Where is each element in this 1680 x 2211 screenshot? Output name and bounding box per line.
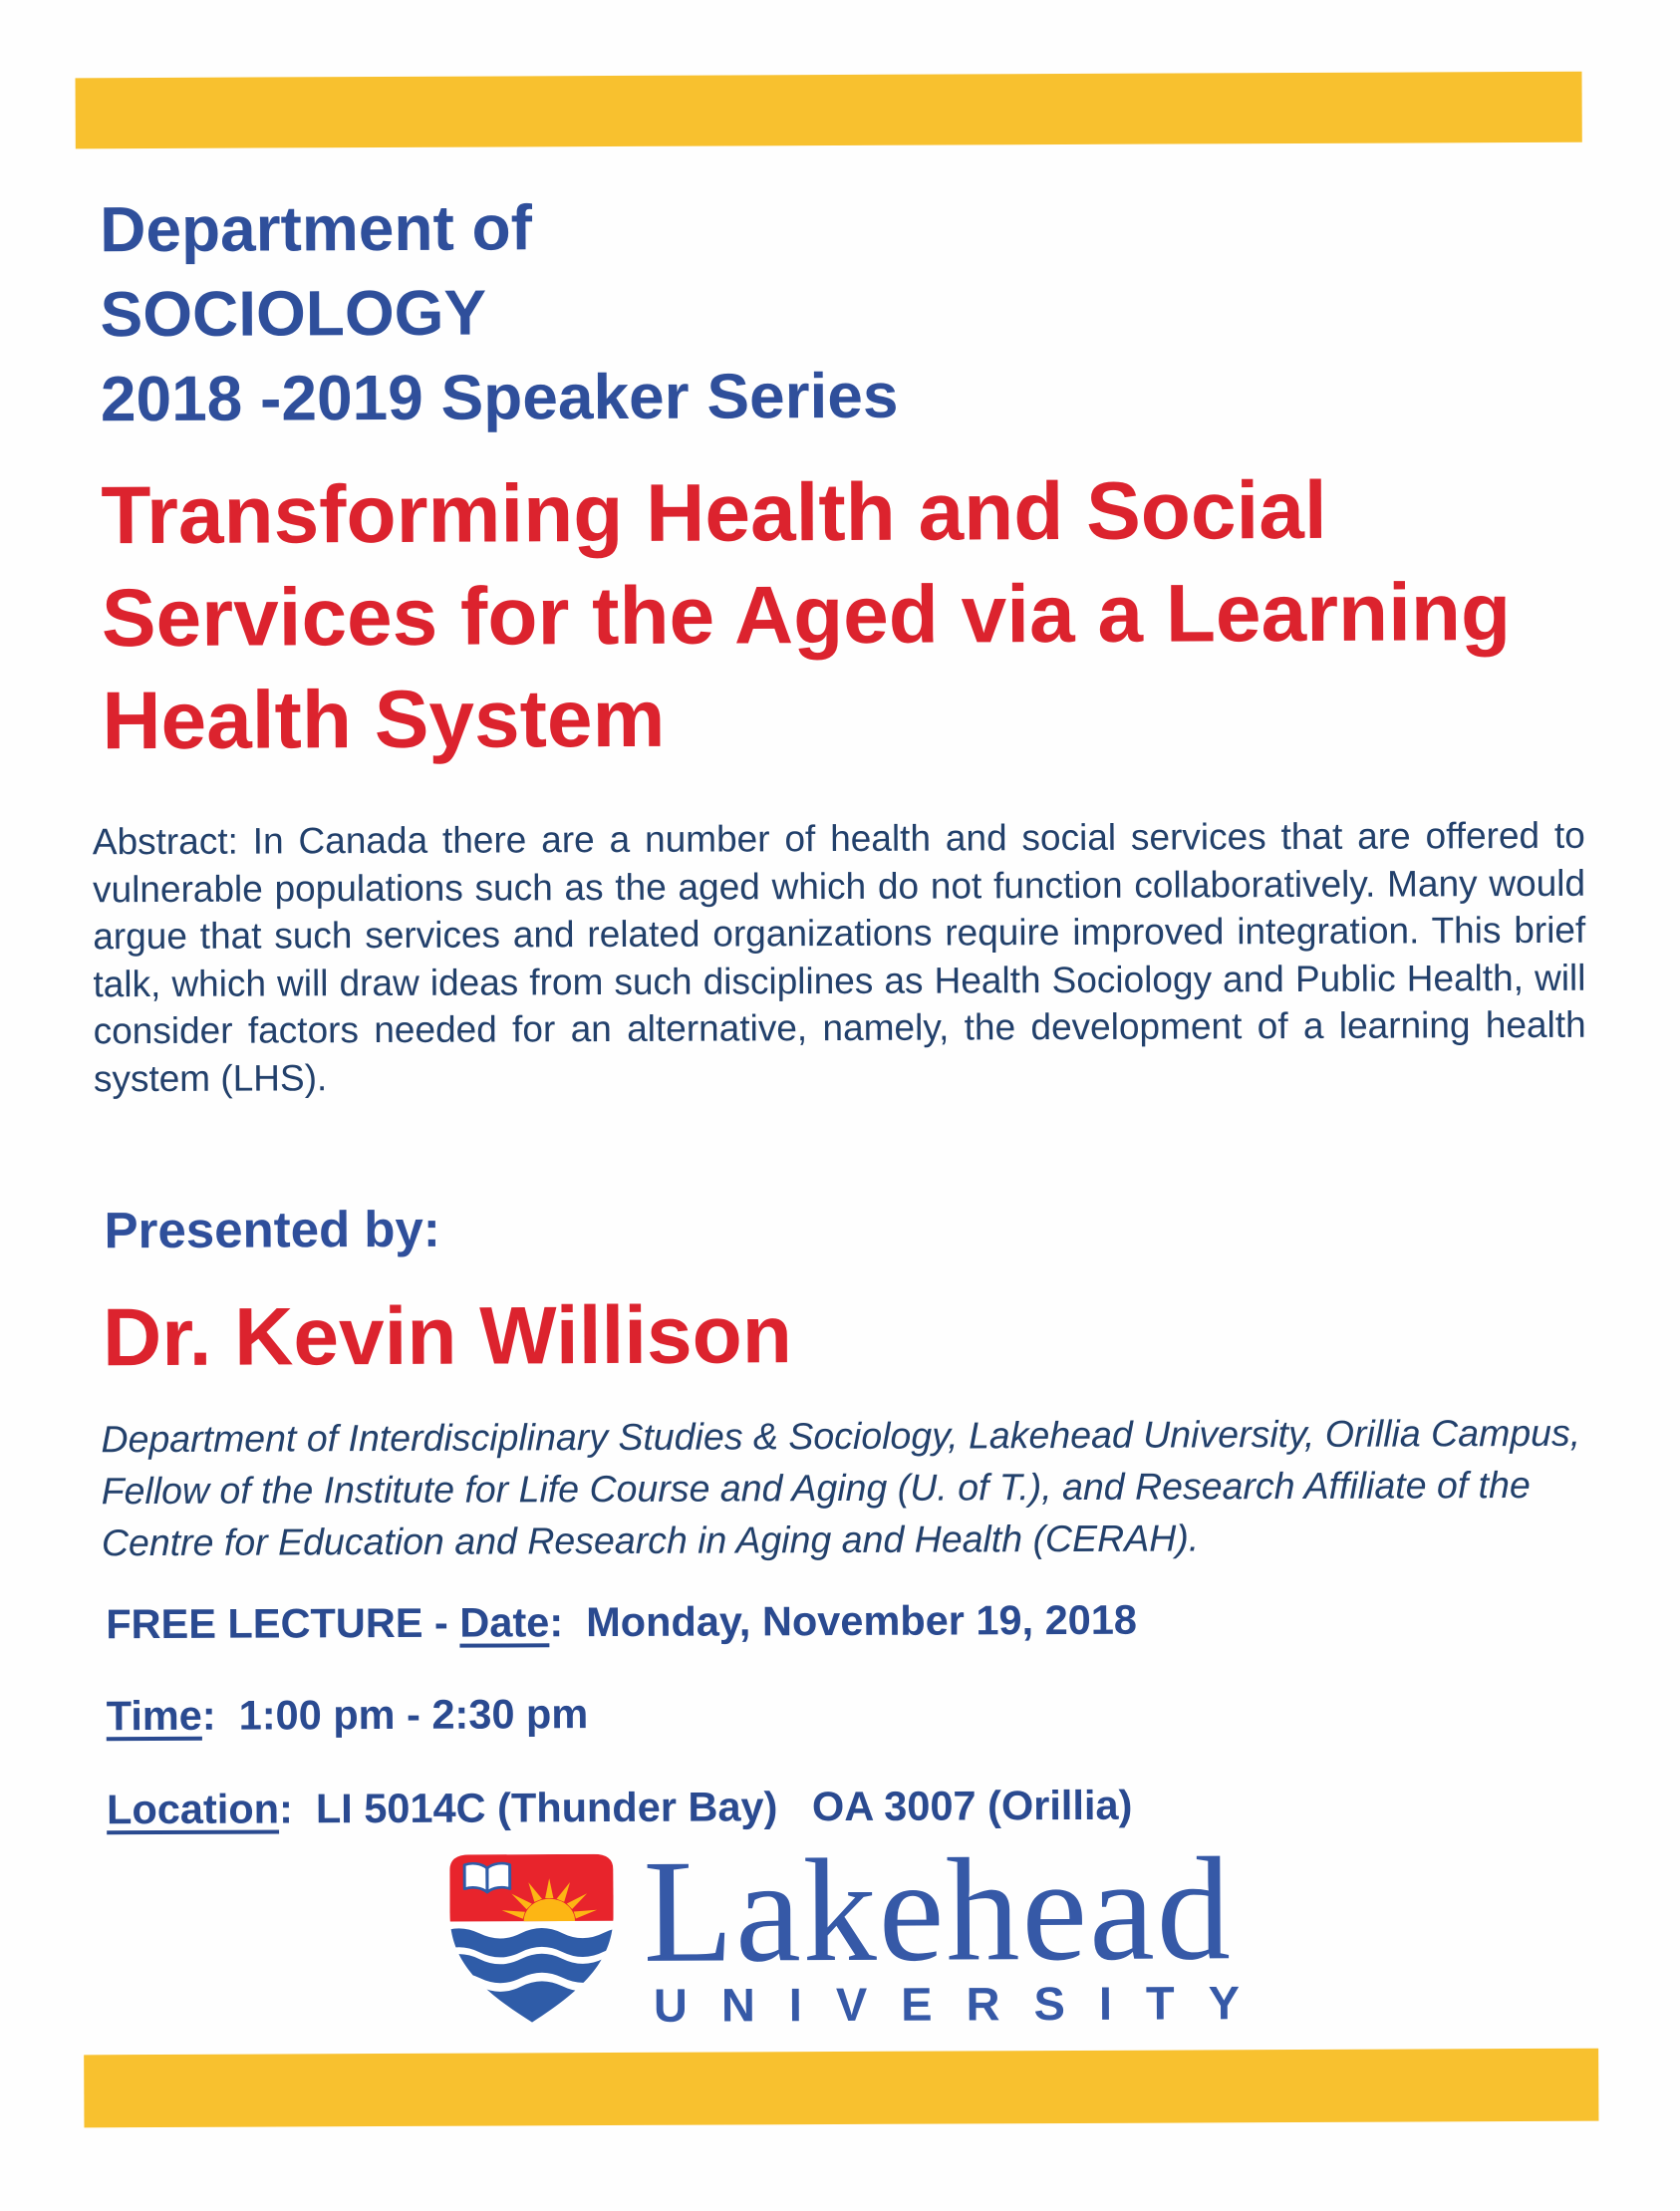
presented-by-label: Presented by: <box>104 1200 440 1260</box>
time-line <box>107 1689 589 1741</box>
lakehead-logo <box>0 0 1675 4</box>
time-label: Time <box>107 1692 202 1739</box>
header-line-series: 2018 -2019 Speaker Series <box>101 354 899 441</box>
university-wordmark: UNIVERSITY <box>654 1979 1273 2029</box>
lakehead-wordmark: Lakehead <box>643 1834 1233 1987</box>
title-line-1: Transforming Health and Social <box>101 458 1511 567</box>
abstract-text: Abstract: In Canada there are a number of health and social services that are offered to vulnerable populations such as the aged which do not function collaboratively. Many would argue that such services and related organizations require improved integration. This brief talk, which will draw ideas from such disciplines as Health Sociology and Public Health, will consider factors needed for an alternative, namely, the development of a learning health system (LHS). <box>93 812 1586 1103</box>
time-value: : 1:00 pm - 2:30 pm <box>202 1690 589 1739</box>
date-label: Date <box>459 1598 549 1645</box>
lakehead-shield-icon <box>447 1852 616 2025</box>
speaker-name: Dr. Kevin Willison <box>103 1285 792 1388</box>
speaker-affiliation: Department of Interdisciplinary Studies & Sociology, Lakehead University, Orillia Campus, Fellow of the Institute for Life Course and Aging (U. of T.), and Research Affiliate of the Centre for Education and Research in Aging and Health (CERAH). <box>101 1407 1592 1569</box>
date-value: : Monday, November 19, 2018 <box>549 1596 1137 1646</box>
department-header <box>100 184 899 441</box>
location-value: : LI 5014C (Thunder Bay) OA 3007 (Orillia) <box>279 1782 1133 1832</box>
location-label: Location <box>107 1785 279 1832</box>
free-lecture-date-line <box>106 1595 1137 1650</box>
book-icon <box>464 1863 510 1892</box>
title-line-2: Services for the Aged via a Learning <box>102 561 1512 670</box>
header-line-department: Department of <box>100 184 898 272</box>
top-accent-bar <box>76 72 1582 149</box>
location-line <box>107 1781 1132 1834</box>
bottom-accent-bar <box>84 2049 1598 2128</box>
header-line-sociology: SOCIOLOGY <box>100 269 898 357</box>
title-line-3: Health System <box>102 664 1512 772</box>
lecture-title <box>101 458 1512 772</box>
free-lecture-label: FREE LECTURE - <box>106 1599 459 1648</box>
